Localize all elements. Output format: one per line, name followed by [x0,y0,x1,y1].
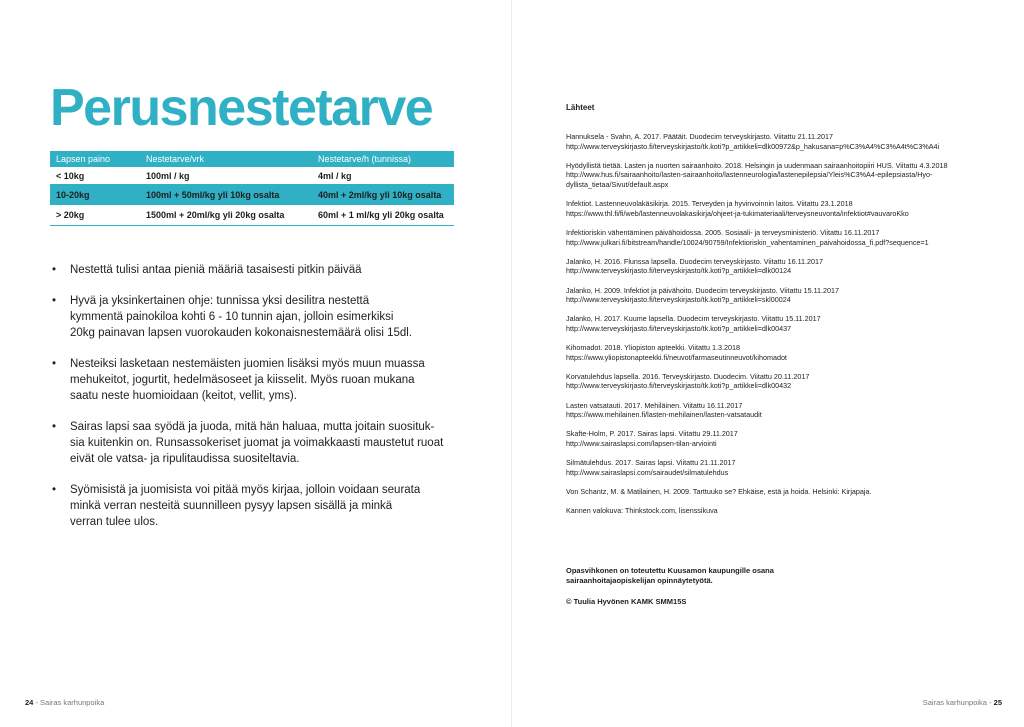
reference-url: http://www.terveyskirjasto.fi/terveyskirjasto/tk.koti?p_artikkeli=dlk00432 [566,381,792,391]
reference-line: Jalanko, H. 2017. Kuume lapsella. Duodecim terveyskirjasto. Viitattu 15.11.2017 [566,314,821,324]
reference-url: http://www.terveyskirjasto.fi/terveyskirjasto/tk.koti?p_artikkeli=skl00024 [566,295,791,305]
list-item [52,262,452,278]
bullet-text-line: Syömisistä ja juomisista voi pitää myös kirjaa, jolloin voidaan seurata [70,484,421,496]
table-cell: 60ml + 1 ml/kg yli 20kg osalta [318,210,444,220]
page-number: 24 [25,698,34,707]
bullet-text-line: kymmentä painokiloa kohti 6 - 10 tunnin ajan, jolloin esimerkiksi [70,311,394,323]
reference-url: http://www.terveyskirjasto.fi/terveyskirjasto/tk.koti?p_artikkeli=dlk00437 [566,323,792,333]
table-row [50,205,454,226]
reference-line: Hyödyllistä tietää. Lasten ja nuorten sairaanhoito. 2018. Helsingin ja uudenmaan sairaanhoitopiiri HUS. Viitattu 4.3.2018 [566,160,948,170]
reference-item [566,506,996,516]
table-cell: 100ml + 50ml/kg yli 10kg osalta [146,190,280,200]
page-number: 25 [993,698,1002,707]
reference-item [566,458,996,477]
table-cell: 10-20kg [56,190,90,200]
reference-item [566,286,996,305]
reference-item [566,132,996,151]
reference-item [566,228,996,247]
footer-left [25,698,104,707]
table-cell: 100ml / kg [146,170,190,181]
bullet-text-line: sia kuitenkin on. Runsassokeriset juomat ja voimakkaasti maustetut ruoat [70,437,444,449]
reference-item [566,429,996,448]
bullet-text-line: Nestettä tulisi antaa pieniä määriä tasaisesti pitkin päivää [70,264,362,276]
reference-line: Von Schantz, M. & Matilainen, H. 2009. Tarttuuko se? Ehkäise, estä ja hoida. Helsinki: Kirjapaja. [566,486,872,496]
reference-line: Kihomadot. 2018. Yliopiston apteekki. Viitattu 1.3.2018 [566,343,740,353]
reference-item [566,487,996,497]
table-header-cell: Lapsen paino [56,154,111,164]
page-title: Perusnestetarve [50,79,433,137]
reference-line: Jalanko, H. 2009. Infektiot ja päivähoito. Duodecim terveyskirjasto. Viitattu 15.11.2017 [566,285,840,295]
list-item [52,419,452,467]
reference-line: Kannen valokuva: Thinkstock.com, lisenssikuva [566,506,718,516]
footer-title: Sairas karhunpoika [40,698,105,707]
table-cell: 4ml / kg [318,170,352,181]
bullet-text-line: saatu neste huomioidaan (keitot, vellit, yms). [70,390,297,402]
reference-line: Jalanko, H. 2016. Flunssa lapsella. Duodecim terveyskirjasto. Viitattu 16.11.2017 [566,256,824,266]
references-list [566,132,996,525]
bullet-text-line: eivät ole vatsa- ja ripulitaudissa suositeltavia. [70,453,300,465]
bullet-text-line: minkä verran nesteitä suunnilleen pysyy lapsen sisällä ja minkä [70,500,393,512]
spread-divider [511,0,512,727]
bullet-icon: • [52,264,57,276]
footer-separator: - [989,698,992,707]
advice-bullet-list [52,262,452,545]
reference-line: Infektiot. Lastenneuvolakäsikirja. 2015. Terveyden ja hyvinvoinnin laitos. Viitattu 23.1.2018 [566,199,853,209]
reference-url: https://www.thl.fi/fi/web/lastenneuvolakasikirja/ohjeet-ja-tukimateriaali/terveysneuvonta/infektiot#vauvaroKko [566,208,909,218]
reference-item [566,343,996,362]
reference-line: Hannuksela - Svahn, A. 2017. Päätäit. Duodecim terveyskirjasto. Viitattu 21.11.2017 [566,132,834,141]
reference-line: Silmätulehdus. 2017. Sairas lapsi. Viitattu 21.11.2017 [566,458,736,468]
reference-line: Skafte-Holm, P. 2017. Sairas lapsi. Viitattu 29.11.2017 [566,429,738,439]
reference-line: Korvatulehdus lapsella. 2016. Terveyskirjasto. Duodecim. Viitattu 20.11.2017 [566,371,810,381]
table-cell: > 20kg [56,210,85,220]
reference-url: http://www.hus.fi/sairaanhoito/lasten-sairaanhoito/lastenneurologia/lastenepilepsia/Yleis%C3%A4-epilepsiasta/Hyo- [566,170,933,180]
reference-line: Lasten vatsatauti. 2017. Mehiläinen. Viitattu 16.11.2017 [566,400,743,410]
reference-url: https://www.mehilainen.fi/lasten-mehilainen/lasten-vatsataudit [566,410,762,420]
table-row [50,167,454,185]
bullet-text-line: mehukeitot, jogurtit, hedelmäsoseet ja kiisselit. Myös ruoan mukana [70,374,415,386]
credit-line: Opasvihkonen on toteutettu Kuusamon kaupungille osana [566,566,774,575]
reference-url: http://www.sairaslapsi.com/sairaudet/silmatulehdus [566,467,729,477]
table-header-cell: Nestetarve/h (tunnissa) [318,154,412,164]
list-item [52,356,452,404]
reference-item [566,257,996,276]
reference-url: http://www.terveyskirjasto.fi/terveyskirjasto/tk.koti?p_artikkeli=dlk00972&p_hakusana=p%C3%A4%C3%A4t%C3%A4i [566,141,940,151]
table-cell: 40ml + 2ml/kg yli 10kg osalta [318,190,442,200]
reference-url: http://www.terveyskirjasto.fi/terveyskirjasto/tk.koti?p_artikkeli=dlk00124 [566,266,792,276]
fluid-table [50,151,454,226]
references-heading: Lähteet [566,103,595,112]
footer-separator: - [35,698,38,707]
bullet-text-line: 20kg painavan lapsen vuorokauden kokonaisnestemäärä olisi 15dl. [70,327,413,339]
bullet-text-line: Hyvä ja yksinkertainen ohje: tunnissa yksi desilitra nestettä [70,295,370,307]
reference-item [566,314,996,333]
table-cell: < 10kg [56,170,85,181]
reference-item [566,372,996,391]
list-item [52,482,452,530]
list-item [52,293,452,341]
bullet-icon: • [52,421,57,433]
copyright-notice: © Tuulia Hyvönen KAMK SMM15S [566,597,687,606]
reference-url: https://www.yliopistonapteekki.fi/neuvot/farmaseutinneuvot/kihomadot [566,352,787,362]
reference-url: http://www.julkari.fi/bitstream/handle/10024/90759/Infektioriskin_vahentaminen_paivahoidossa_fi.pdf?sequence=1 [566,237,929,247]
reference-url: dyllista_tietaa/Sivut/default.aspx [566,179,669,189]
bullet-icon: • [52,484,57,496]
footer-right [923,698,1002,707]
credit-note [566,566,774,586]
bullet-icon: • [52,358,57,370]
bullet-text-line: verran tulee ulos. [70,516,159,528]
reference-item [566,161,996,190]
table-row [50,185,454,205]
bullet-text-line: Sairas lapsi saa syödä ja juoda, mitä hän haluaa, mutta joitain suosituk- [70,421,435,433]
reference-line: Infektioriskin vähentäminen päivähoidossa. 2005. Sosiaali- ja terveysministeriö. Viitattu 16.11.2017 [566,227,880,237]
reference-url: http://www.sairaslapsi.com/lapsen-tilan-arviointi [566,439,717,448]
credit-line: sairaanhoitajaopiskelijan opinnäytetyötä. [566,576,713,585]
reference-item [566,199,996,218]
footer-title: Sairas karhunpoika [922,698,987,707]
bullet-icon: • [52,295,57,307]
table-header-cell: Nestetarve/vrk [146,154,205,164]
reference-item [566,401,996,420]
bullet-text-line: Nesteiksi lasketaan nestemäisten juomien lisäksi myös muun muassa [70,358,425,370]
table-cell: 1500ml + 20ml/kg yli 20kg osalta [146,210,285,220]
table-header-row [50,151,454,167]
